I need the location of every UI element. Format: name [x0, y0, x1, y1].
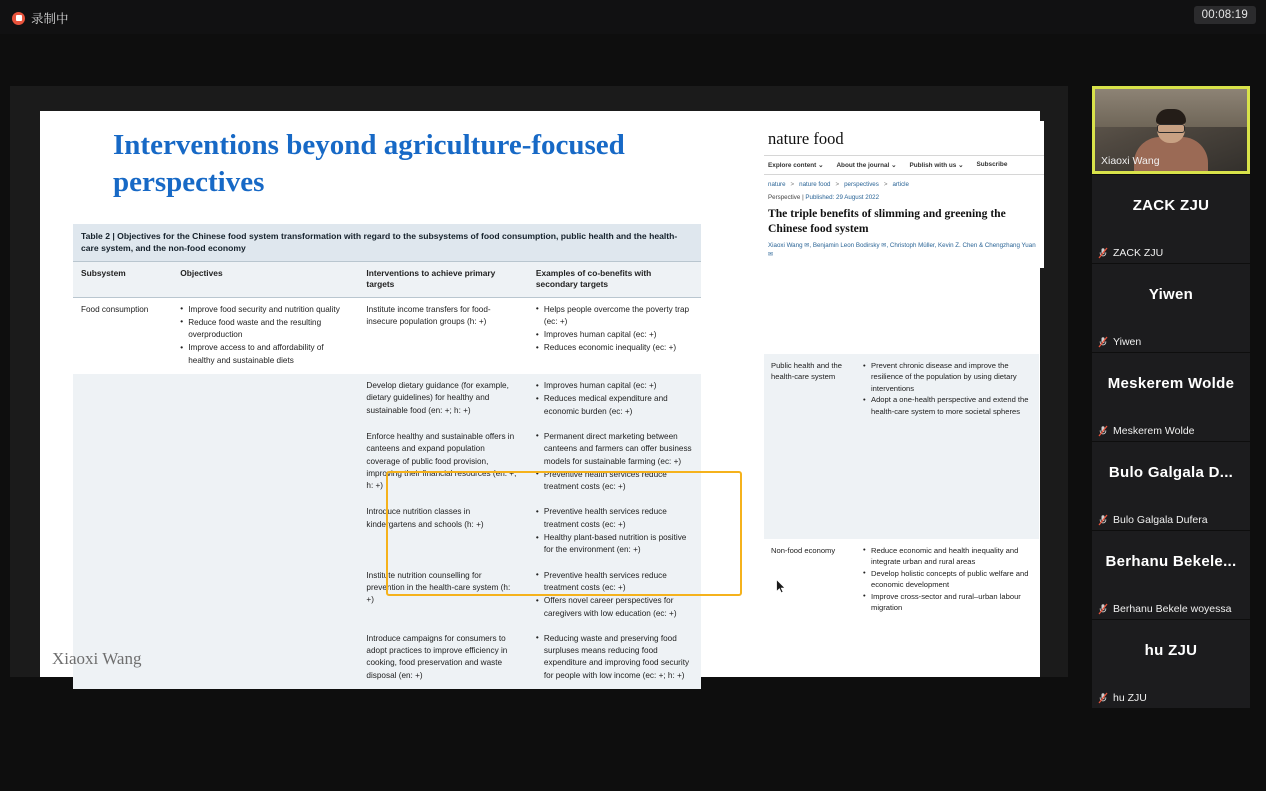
- participant-name: Bulo Galgala Dufera: [1113, 514, 1208, 526]
- list-item: • Reduces medical expenditure and economic burden (ec: +): [536, 393, 693, 418]
- list-item: • Helps people overcome the poverty trap (ec: +): [536, 304, 693, 329]
- mic-muted-icon: [1098, 514, 1108, 526]
- breadcrumb-item-perspectives: perspectives: [844, 181, 879, 188]
- participant-tile-berhanu-bekele-woyessa[interactable]: [1092, 531, 1250, 619]
- cell-subsystem: [73, 500, 172, 563]
- list-item: • Improve access to and affordability of healthy and sustainable diets: [180, 342, 350, 367]
- cell-cobenefits: [528, 564, 701, 627]
- participant-name: Berhanu Bekele woyessa: [1113, 603, 1232, 615]
- list-item: • Adopt a one-health perspective and extend the health-care system to more societal spheres: [863, 394, 1032, 417]
- list-item: • Reducing waste and preserving food surpluses means reducing food expenditure and improving food security for people with low income (ec: +; h: +): [536, 633, 693, 682]
- article-published-date: Published: 29 August 2022: [805, 194, 880, 201]
- participant-tile-zack-zju[interactable]: [1092, 175, 1250, 263]
- table-caption-row: [73, 224, 701, 261]
- cell-subsystem: [73, 374, 172, 425]
- table-row: [764, 539, 1039, 619]
- cell-objectives: [172, 374, 358, 425]
- table-caption: Table 2 | Objectives for the Chinese food system transformation with regard to the subsystems of food consumption, public health and the health-care system, and the non-food economy: [73, 224, 701, 261]
- list-item: • Prevent chronic disease and improve the resilience of the population by using dietary interventions: [863, 360, 1032, 394]
- table-row: [764, 423, 1039, 481]
- participant-namebar: [1095, 151, 1247, 171]
- participant-display-name: Berhanu Bekele...: [1105, 553, 1237, 570]
- article-headline: The triple benefits of slimming and greening the Chinese food system: [768, 207, 1006, 236]
- nav-item-subscribe: Subscribe: [976, 161, 1008, 168]
- table-row: [73, 500, 701, 563]
- table-header-row: [73, 261, 701, 297]
- participant-display-name: ZACK ZJU: [1132, 197, 1210, 214]
- nav-item-about: About the journal ⌄: [836, 162, 897, 169]
- list-item: • Reduces economic inequality (ec: +): [536, 342, 693, 354]
- list-item: • Improve food security and nutrition quality: [180, 304, 350, 316]
- list-item: • Improves human capital (ec: +): [536, 329, 693, 341]
- slide-presenter-name: Xiaoxi Wang: [52, 649, 142, 668]
- mic-muted-icon: [1098, 692, 1108, 704]
- column-header-cobenefits: Examples of co-benefits with secondary targets: [528, 261, 701, 297]
- participant-name: hu ZJU: [1113, 692, 1147, 704]
- column-header-subsystem: Subsystem: [73, 261, 172, 297]
- cell-interventions: Institute income transfers for food-insecure population groups (h: +): [358, 297, 527, 374]
- cell-cobenefits: [528, 374, 701, 425]
- list-item: • Reduce food waste and the resulting overproduction: [180, 317, 350, 342]
- breadcrumb-item-nature-food: nature food: [799, 181, 831, 188]
- participant-namebar: [1092, 243, 1250, 263]
- cell-objectives: [172, 500, 358, 563]
- mic-muted-icon: [1098, 336, 1108, 348]
- article-table: [764, 354, 1039, 619]
- cell-objectives: [172, 564, 358, 627]
- table-row: [73, 627, 701, 689]
- article-type: Perspective: [768, 194, 801, 201]
- participant-name: ZACK ZJU: [1113, 247, 1164, 259]
- column-header-interventions: Interventions to achieve primary targets: [358, 261, 527, 297]
- cell-subsystem: Food consumption: [73, 297, 172, 374]
- mouse-cursor-icon: [776, 579, 787, 594]
- participant-tile-xiaoxi-wang[interactable]: [1092, 86, 1250, 174]
- article-meta: [764, 190, 1044, 203]
- person-hair: [1156, 109, 1186, 124]
- cell-cobenefits: [528, 500, 701, 563]
- nav-item-explore: Explore content ⌄: [768, 162, 824, 169]
- nav-item-publish: Publish with us ⌄: [909, 162, 964, 169]
- list-item: • Healthy plant-based nutrition is positive for the environment (en: +): [536, 532, 693, 557]
- mic-muted-icon: [1098, 603, 1108, 615]
- cell-subsystem: [73, 564, 172, 627]
- table-row: [73, 564, 701, 627]
- participant-display-name: Yiwen: [1148, 286, 1194, 303]
- list-item: • Improves human capital (ec: +): [536, 380, 693, 392]
- article-meta-separator: |: [802, 194, 806, 201]
- top-bar: [0, 0, 1266, 34]
- participant-namebar: [1092, 332, 1250, 352]
- meeting-timer: 00:08:19: [1194, 6, 1256, 24]
- table-row: [764, 354, 1039, 423]
- participant-name: Xiaoxi Wang: [1101, 155, 1160, 167]
- breadcrumb-separator: >: [835, 181, 840, 188]
- participant-name: Yiwen: [1113, 336, 1142, 348]
- list-item: • Develop holistic concepts of public welfare and economic development: [863, 568, 1032, 591]
- participant-display-name: hu ZJU: [1144, 642, 1198, 659]
- journal-nav: [764, 155, 1044, 175]
- table-row: [764, 481, 1039, 539]
- list-item: • Preventive health services reduce treatment costs (ec: +): [536, 570, 693, 595]
- participant-namebar: [1092, 688, 1250, 708]
- slide-canvas: [40, 111, 1040, 680]
- list-item: • Preventive health services reduce treatment costs (ec: +): [536, 469, 693, 494]
- participant-tile-meskerem-wolde[interactable]: [1092, 353, 1250, 441]
- cell-cobenefits: [528, 627, 701, 689]
- record-stop-icon[interactable]: [12, 12, 25, 25]
- cell-interventions: Develop dietary guidance (for example, dietary guidelines) for healthy and sustainable food (en: +; h: +): [358, 374, 527, 425]
- mic-muted-icon: [1098, 247, 1108, 259]
- cell-interventions: Institute nutrition counselling for prevention in the health-care system (h: +): [358, 564, 527, 627]
- glasses-icon: [1157, 124, 1185, 133]
- table-row: [73, 425, 701, 500]
- participant-tile-yiwen[interactable]: [1092, 264, 1250, 352]
- article-authors: Xiaoxi Wang ✉, Benjamin Leon Bodirsky ✉, Christoph Müller, Kevin Z. Chen & Chengzhang Yuan ✉: [768, 242, 1036, 259]
- cell-subsystem: [764, 423, 856, 481]
- participant-namebar: [1092, 421, 1250, 441]
- list-item: • Preventive health services reduce treatment costs (ec: +): [536, 506, 693, 531]
- cell-subsystem: Non-food economy: [764, 539, 856, 619]
- breadcrumb-item-article: article: [892, 181, 909, 188]
- list-item: • Reduce economic and health inequality and integrate urban and rural areas: [863, 545, 1032, 568]
- cell-items: [856, 481, 1039, 539]
- recording-indicator[interactable]: [12, 9, 69, 27]
- cell-interventions: Enforce healthy and sustainable offers in canteens and expand population coverage of public food provision, improving their financial resources (en: +; h: +): [358, 425, 527, 500]
- page-title: Interventions beyond agriculture-focused perspectives: [113, 129, 625, 199]
- participant-display-name: Meskerem Wolde: [1107, 375, 1235, 392]
- cell-cobenefits: [528, 297, 701, 374]
- participant-namebar: [1092, 599, 1250, 619]
- participant-tile-bulo-galgala-dufera[interactable]: [1092, 442, 1250, 530]
- list-item: • Offers novel career perspectives for caregivers with low education (ec: +): [536, 595, 693, 620]
- participant-display-name: Bulo Galgala D...: [1108, 464, 1234, 481]
- article-screenshot: [764, 121, 1044, 268]
- breadcrumb-item-nature: nature: [768, 181, 786, 188]
- recording-label: 录制中: [31, 12, 69, 26]
- table-row: [73, 297, 701, 374]
- journal-brand: nature food: [768, 129, 844, 148]
- table-row: [73, 374, 701, 425]
- breadcrumb-separator: >: [790, 181, 795, 188]
- cell-objectives: [172, 627, 358, 689]
- list-item: • Improve cross-sector and rural–urban labour migration: [863, 591, 1032, 614]
- cell-subsystem: [764, 481, 856, 539]
- participants-rail[interactable]: [1092, 86, 1250, 709]
- cell-objectives: [172, 297, 358, 374]
- list-item: • Permanent direct marketing between canteens and farmers can offer business models for sustainable farming (ec: +): [536, 431, 693, 468]
- breadcrumb: [764, 175, 1044, 190]
- cell-interventions: Introduce campaigns for consumers to adopt practices to improve efficiency in cooking, food preservation and waste disposal (en: +): [358, 627, 527, 689]
- cell-items: [856, 423, 1039, 481]
- cell-items: [856, 539, 1039, 619]
- participant-tile-hu-zju[interactable]: [1092, 620, 1250, 708]
- participant-namebar: [1092, 510, 1250, 530]
- column-header-objectives: Objectives: [172, 261, 358, 297]
- cell-items: [856, 354, 1039, 423]
- cell-objectives: [172, 425, 358, 500]
- cell-subsystem: [73, 425, 172, 500]
- cell-interventions: Introduce nutrition classes in kindergartens and schools (h: +): [358, 500, 527, 563]
- cell-subsystem: Public health and the health-care system: [764, 354, 856, 423]
- shared-screen-stage[interactable]: [10, 86, 1068, 680]
- breadcrumb-separator: >: [883, 181, 888, 188]
- mic-muted-icon: [1098, 425, 1108, 437]
- objectives-table: [73, 224, 701, 689]
- cell-cobenefits: [528, 425, 701, 500]
- participant-name: Meskerem Wolde: [1113, 425, 1195, 437]
